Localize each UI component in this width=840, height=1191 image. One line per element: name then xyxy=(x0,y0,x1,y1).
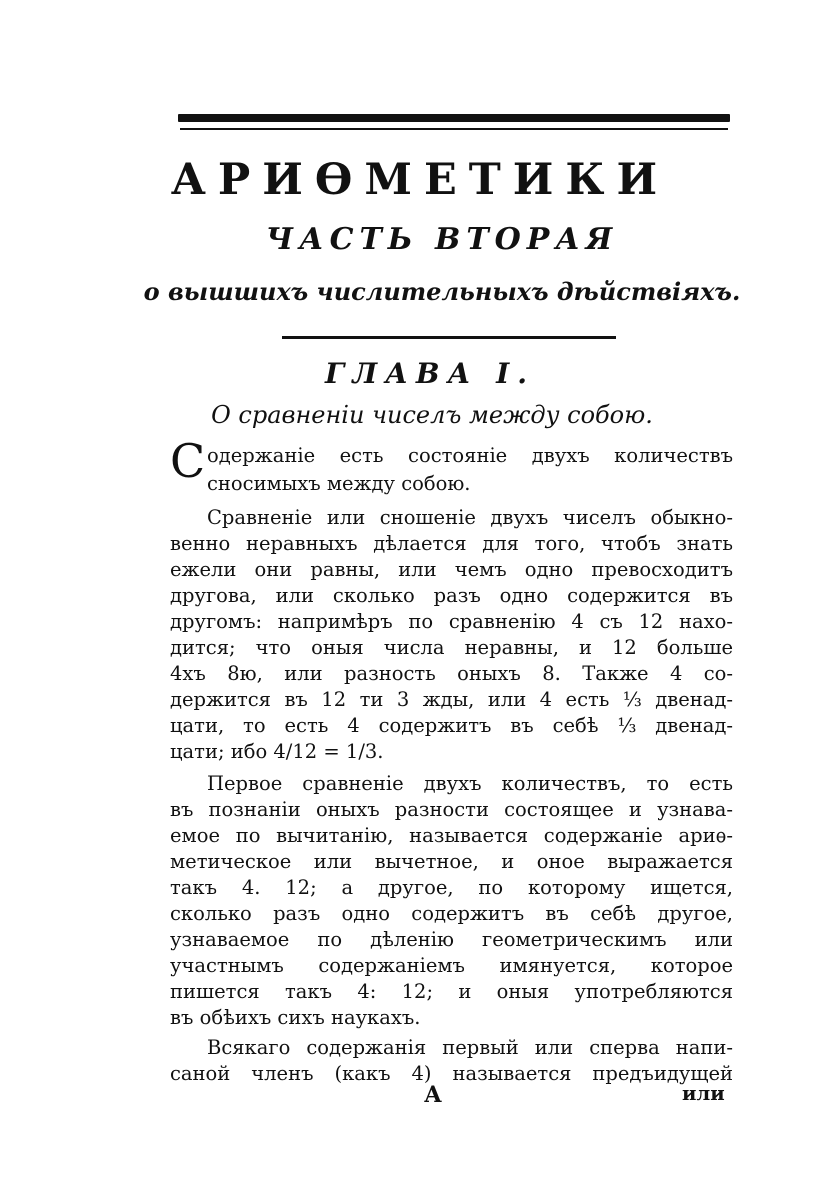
part-subtitle: о вышшихъ числительныхъ дѣйствiяхъ. xyxy=(143,277,741,306)
text-line: Первое сравненiе двухъ количествъ, то есть xyxy=(207,772,733,795)
text-line: емое по вычитанiю, называется содержанiе ариѳ- xyxy=(170,824,733,847)
text-line: пишется такъ 4: 12; и оныя употребляются xyxy=(170,980,733,1003)
header-thin-rule xyxy=(180,128,728,130)
catchword: или xyxy=(682,1082,725,1105)
text-line: въ обѣихъ сихъ наукахъ. xyxy=(170,1006,421,1029)
text-line: въ познанiи оныхъ разности состоящее и узнава- xyxy=(170,798,733,821)
text-line: дится; что оныя числа неравны, и 12 больше xyxy=(170,636,733,659)
text-line: Всякаго содержанiя первый или сперва напи- xyxy=(207,1036,733,1059)
text-line: другова, или сколько разъ одно содержится въ xyxy=(170,584,733,607)
text-line: Сравненiе или сношенiе двухъ чиселъ обыкно- xyxy=(207,506,733,529)
chapter-subheading: О сравненiи чиселъ между собою. xyxy=(211,401,653,429)
text-line: сколько разъ одно содержитъ въ себѣ другое, xyxy=(170,902,733,925)
text-line: сносимыхъ между собою. xyxy=(207,472,471,495)
text-line: венно неравныхъ дѣлается для того, чтобъ знать xyxy=(170,532,733,555)
text-line: такъ 4. 12; а другое, по которому ищется, xyxy=(170,876,733,899)
text-line: метическое или вычетное, и оное выражается xyxy=(170,850,733,873)
text-line: саной членъ (какъ 4) называется предъидущей xyxy=(170,1062,733,1085)
header-thick-rule xyxy=(178,114,730,122)
part-heading: ЧАСТЬ ВТОРАЯ xyxy=(265,222,619,257)
text-line: ежели они равны, или чемъ одно превосходитъ xyxy=(170,558,733,581)
chapter-heading: ГЛАВА I. xyxy=(325,357,535,390)
text-line: одержанiе есть состоянiе двухъ количествъ xyxy=(207,444,733,467)
text-line: держится въ 12 ти 3 жды, или 4 есть ⅓ двенад- xyxy=(170,688,733,711)
text-line: цати; ибо 4/12 = 1/3. xyxy=(170,740,384,763)
text-line: другомъ: напримѣръ по сравненiю 4 съ 12 нахо- xyxy=(170,610,733,633)
text-line: участнымъ содержанiемъ имянуется, которое xyxy=(170,954,733,977)
text-line: цати, то есть 4 содержитъ въ себѣ ⅓ двенад- xyxy=(170,714,733,737)
signature-mark: А xyxy=(424,1082,442,1108)
page-title: АРИѲМЕТИКИ xyxy=(170,155,670,205)
text-line: узнаваемое по дѣленiю геометрическимъ или xyxy=(170,928,733,951)
drop-cap: С xyxy=(170,434,206,488)
section-divider xyxy=(282,336,616,339)
text-line: 4хъ 8ю, или разность оныхъ 8. Также 4 со- xyxy=(170,662,733,685)
